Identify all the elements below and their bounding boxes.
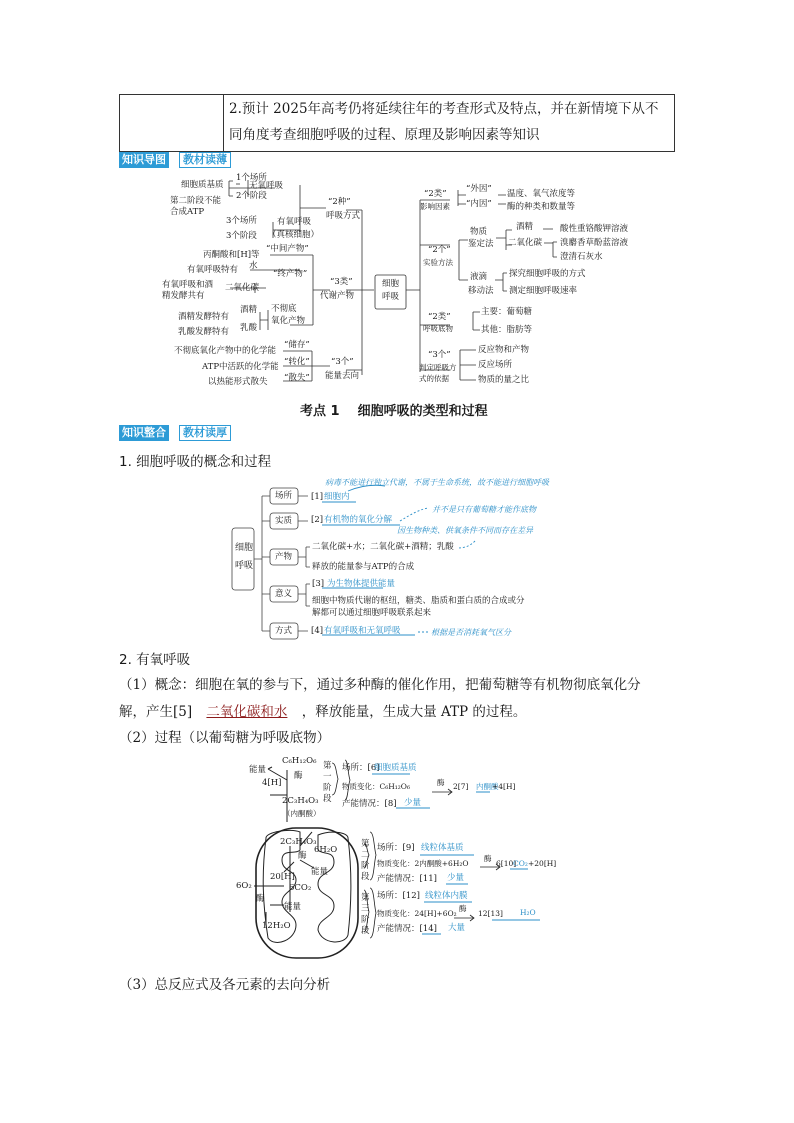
proc-s3-loc-answer: 线粒体内膜: [425, 891, 468, 901]
proc-water-12: 12H₂O: [262, 921, 291, 931]
mm-l10: 不彻底氧化产物中的化学能: [174, 346, 277, 356]
mm-r2: “外因”: [466, 184, 492, 194]
tag-knowledge-integration: 知识整合: [119, 425, 169, 441]
mm-n6: 有氧呼吸: [277, 217, 312, 227]
proc-s1-enz: 酶: [437, 778, 445, 787]
para-equation-heading: （3）总反应式及各元素的去向分析: [119, 977, 331, 993]
mm-r8: 鉴定法: [468, 239, 494, 249]
proc-s2-mat: 物质变化：2内酮酸+6H₂O: [377, 859, 469, 868]
proc-energy-1: 能量: [249, 765, 267, 775]
mm-n4: 3个场所: [226, 216, 257, 226]
mm-n13: 乳酸: [240, 323, 258, 333]
proc-enzyme-3: 酶: [256, 894, 265, 904]
heading-1: 1. 细胞呼吸的概念和过程: [119, 454, 272, 470]
concept-num-4: [3]: [312, 579, 325, 589]
concept-center-2: 呼吸: [235, 561, 254, 571]
proc-co2: 6CO₂: [289, 883, 312, 893]
proc-s1-d: 段: [323, 794, 332, 804]
mm-k3: “3类”: [330, 277, 353, 287]
mm-r7: 物质: [470, 227, 488, 237]
proc-s2-mat2: 6[10]: [496, 859, 517, 868]
concept-num-2: [2]: [311, 515, 324, 525]
tag-textbook-thick: 教材读厚: [179, 425, 231, 441]
mm-n17: “转化”: [284, 357, 310, 367]
proc-s1-mat2: 2[7]: [453, 782, 469, 791]
mm-n16: “储存”: [284, 340, 310, 350]
mm-r1: “2类”: [424, 189, 447, 199]
concept-branch-1: 场所: [275, 491, 293, 501]
proc-energy-3: 能量: [284, 902, 302, 912]
proc-enzyme-1: 酶: [294, 771, 303, 781]
concept-note-3: 因生物种类、供氧条件不同而存在差异: [397, 526, 533, 535]
mm-n8: “中间产物”: [266, 244, 309, 254]
proc-s1-loc-answer: 细胞质基质: [374, 763, 417, 773]
mm-l1: 细胞质基质: [181, 180, 224, 190]
proc-s2-mat-answer: CO₂: [513, 859, 528, 868]
mm-n11: 二氧化碳: [225, 283, 260, 293]
proc-h20: 20[H]: [270, 872, 295, 882]
para-concept-answer: 二氧化碳和水: [206, 704, 288, 720]
proc-o2: 6O₂: [236, 881, 252, 891]
mm-r18: “2类”: [428, 312, 451, 322]
mm-r25: 反应场所: [478, 360, 513, 370]
para-concept-b1: 解，产生[5]: [119, 704, 193, 720]
proc-s3-a: 第: [361, 893, 370, 903]
concept-value-3b: 释放的能量参与ATP的合成: [312, 562, 415, 572]
proc-s2-en: 产能情况：[11]: [377, 874, 437, 884]
proc-pyr-2: 2C₃H₄O₃: [280, 837, 317, 847]
proc-s2-c: 阶: [361, 861, 370, 871]
mm-r4: 温度、氧气浓度等: [507, 189, 576, 199]
proc-s1-mat-answer: 内酮酸: [476, 782, 499, 791]
section-title: 考点 1 细胞呼吸的类型和过程: [300, 404, 488, 419]
proc-s3-c: 阶: [361, 915, 370, 925]
mm-k4: “3个”: [331, 357, 354, 367]
para-concept-a: （1）概念：细胞在氧的参与下，通过多种酶的催化作用，把葡萄糖等有机物彻底氧化分: [119, 677, 641, 693]
mm-l2: 第二阶段不能: [170, 196, 222, 206]
concept-center-1: 细胞: [235, 543, 254, 553]
concept-note-4: 根据是否消耗氧气区分: [431, 628, 511, 637]
mm-l4: 丙酮酸和[H]等: [203, 250, 260, 260]
mm-n15: 氧化产物: [271, 316, 306, 326]
mm-r19: 主要：葡萄糖: [481, 307, 533, 317]
mm-l6: 有氧呼吸和酒: [162, 280, 214, 290]
concept-num-5: [4]: [311, 626, 324, 636]
heading-2: 2. 有氧呼吸: [119, 652, 191, 668]
mm-n10: “终产物”: [273, 269, 308, 279]
proc-s3-en-answer: 大量: [448, 923, 466, 933]
table-line-2: 同角度考查细胞呼吸的过程、原理及影响因素等知识: [229, 127, 540, 143]
mm-n14: 不彻底: [271, 304, 297, 314]
proc-s3-d: 段: [361, 926, 370, 936]
proc-s2-loc: 场所：[9]: [377, 843, 415, 853]
mm-r6: “2个”: [428, 245, 451, 255]
mm-r26: 物质的量之比: [478, 375, 530, 385]
mm-r10: 二氧化碳: [508, 238, 543, 248]
mm-r17: 测定细胞呼吸速率: [509, 286, 578, 296]
concept-note-1: 病毒不能进行独立代谢，不属于生命系统，故不能进行细胞呼吸: [325, 478, 549, 487]
proc-s1-loc: 场所：[6]: [342, 763, 380, 773]
concept-branch-3: 产物: [275, 552, 293, 562]
proc-s2-mat3: +20[H]: [528, 859, 557, 868]
mm-r14: 液滴: [470, 272, 488, 282]
proc-s3-loc: 场所：[12]: [377, 891, 420, 901]
mm-k2s: 呼吸方式: [326, 211, 361, 221]
mm-l5: 有氧呼吸特有: [187, 265, 239, 275]
proc-s1-b: 一: [323, 772, 332, 782]
concept-branch-2: 实质: [275, 516, 293, 526]
mm-r24: 反应物和产物: [478, 345, 530, 355]
proc-s1-mat: 物质变化：C₆H₁₂O₆: [342, 782, 410, 791]
concept-note-2: 并不是只有葡萄糖才能作底物: [432, 505, 536, 514]
mm-r15: 移动法: [468, 286, 494, 296]
proc-s1-c: 阶: [323, 783, 332, 793]
proc-s1-en-answer: 少量: [404, 798, 422, 808]
proc-s1-mat3: +4[H]: [492, 782, 516, 791]
para-process-heading: （2）过程（以葡萄糖为呼吸底物）: [119, 730, 331, 746]
mm-r9: 酒精: [516, 222, 534, 232]
proc-s3-mat-answer: H₂O: [520, 908, 536, 917]
mm-r5: 酶的种类和数量等: [507, 202, 576, 212]
mm-k3s: 代谢产物: [320, 291, 355, 301]
mm-n3: 无氧呼吸: [249, 181, 284, 191]
proc-s3-mat: 物质变化：24[H]+6O₂: [377, 909, 457, 918]
concept-answer-4: 为生物体提供能量: [327, 579, 396, 589]
proc-water-6: 6H₂O: [314, 845, 338, 855]
proc-s2-loc-answer: 线粒体基质: [421, 843, 464, 853]
proc-h4: 4[H]: [262, 778, 282, 788]
mm-k2: “2种”: [328, 197, 351, 207]
proc-s2-enz: 酶: [484, 854, 492, 863]
proc-s2-b: 二: [361, 850, 370, 860]
concept-value-3: 二氧化碳+水；二氧化碳+酒精；乳酸: [312, 542, 454, 552]
tag-knowledge-map: 知识导图: [119, 152, 169, 168]
concept-branch-5: 方式: [275, 626, 293, 636]
tag-textbook-thin: 教材读薄: [179, 152, 231, 168]
mm-r3: “内因”: [466, 199, 492, 209]
proc-energy-2: 能量: [311, 867, 329, 877]
mm-r6s: 实验方法: [423, 258, 453, 267]
proc-s2-en-answer: 少量: [447, 873, 465, 883]
proc-enzyme-2: 酶: [298, 851, 307, 861]
proc-s3-enz: 酶: [459, 904, 467, 913]
concept-num-1: [1]: [311, 492, 324, 502]
proc-s3-mat2: 12[13]: [478, 909, 503, 918]
mm-l12: 以热能形式散失: [208, 377, 268, 387]
mm-r16: 探究细胞呼吸的方式: [509, 269, 586, 279]
proc-s1-a: 第: [323, 761, 332, 771]
mm-center-2: 呼吸: [382, 292, 400, 302]
para-concept-b2: ，释放能量，生成大量 ATP 的过程。: [301, 704, 527, 720]
concept-answer-5: 有氧呼吸和无氧呼吸: [324, 626, 401, 636]
mm-n9: 水: [249, 261, 258, 271]
proc-s3-en: 产能情况：[14]: [377, 924, 437, 934]
mm-r11: 酸性重铬酸钾溶液: [560, 224, 629, 234]
mm-l3: 合成ATP: [170, 207, 205, 217]
mm-k4s: 能量去向: [325, 371, 360, 381]
mm-l8: 酒精发酵特有: [178, 312, 230, 322]
mm-r18s: 呼吸底物: [423, 324, 453, 333]
proc-pyr-note: （内酮酸）: [283, 809, 321, 818]
mm-n1: 1个场所: [236, 173, 267, 183]
table-line-1: 2.预计 2025年高考仍将延续往年的考查形式及特点，并在新情境下从不: [229, 101, 659, 117]
proc-pyr: 2C₃H₄O₃: [282, 796, 319, 806]
concept-value-4c: 解都可以通过细胞呼吸联系起来: [312, 608, 432, 618]
mm-r21: “3个”: [428, 350, 451, 360]
proc-s2-d: 段: [361, 872, 370, 882]
mm-r12: 溴麝香草酚蓝溶液: [560, 238, 629, 248]
mm-l11: ATP中活跃的化学能: [202, 362, 279, 372]
proc-s3-b: 三: [361, 904, 370, 914]
mm-r20: 其他：脂肪等: [481, 325, 533, 335]
mm-n18: “散失”: [284, 373, 310, 383]
mm-r23: 式的依据: [419, 374, 449, 383]
concept-answer-1: 细胞内: [324, 492, 350, 502]
mm-l7: 精发酵共有: [162, 291, 205, 301]
mm-n12: 酒精: [240, 305, 258, 315]
proc-glucose: C₆H₁₂O₆: [282, 756, 317, 766]
mm-r22: 判定呼吸方: [419, 363, 457, 372]
mm-l9: 乳酸发酵特有: [178, 327, 230, 337]
mm-center-1: 细胞: [382, 279, 400, 289]
proc-s1-en: 产能情况：[8]: [342, 799, 397, 809]
mm-r1s: 影响因素: [420, 202, 450, 211]
concept-answer-2: 有机物的氧化分解: [324, 515, 393, 525]
mm-n2: 2个阶段: [236, 191, 267, 201]
mm-n5: 3个阶段: [226, 231, 257, 241]
concept-value-4b: 细胞中物质代谢的枢纽，糖类、脂质和蛋白质的合成或分: [312, 596, 525, 606]
proc-s2-a: 第: [361, 839, 370, 849]
concept-branch-4: 意义: [275, 589, 293, 599]
mm-r13: 澄清石灰水: [560, 252, 603, 262]
mm-n7: （真核细胞）: [268, 230, 320, 240]
